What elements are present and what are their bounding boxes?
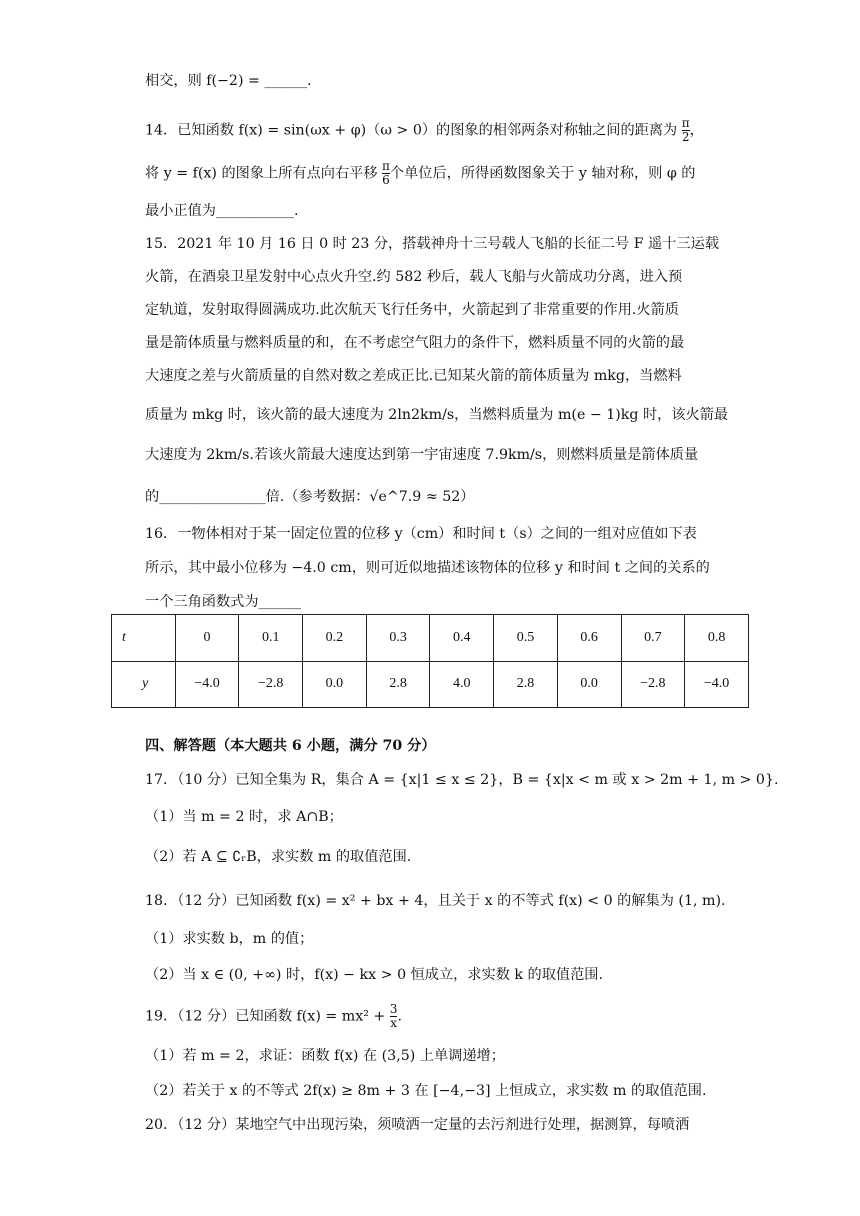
q19-part-2: （2）若关于 x 的不等式 2f(x) ≥ 8m + 3 在 [−4,−3] 上恒成立，求实数 m 的取值范围. (145, 1083, 707, 1099)
q17-line-1: 17．（10 分）已知全集为 R，集合 A = {x|1 ≤ x ≤ 2}，B = {x|x < m 或 x > 2m + 1, m > 0}. (145, 772, 779, 788)
q16-line-2: 所示，其中最小位移为 −4.0 cm，则可近似地描述该物体的位移 y 和时间 t 之间的关系的 (145, 560, 710, 576)
q18-part-1: （1）求实数 b，m 的值； (145, 931, 314, 947)
table-row-y (112, 661, 749, 708)
table-cell: 0.0 (303, 661, 367, 708)
q15-line-8: 的_______________倍.（参考数据：√e^7.9 ≈ 52） (145, 489, 475, 505)
table-cell: 0.1 (239, 615, 303, 662)
table-cell: 0.4 (430, 615, 494, 662)
q15-line-1: 15．2021 年 10 月 16 日 0 时 23 分，搭载神舟十三号载人飞船的长征二号 F 遥十三运载 (145, 236, 720, 252)
q17-part-2: （2）若 A ⊆ ∁ᵣB，求实数 m 的取值范围. (145, 849, 412, 865)
table-row-header: y (112, 661, 176, 708)
q17-part-1: （1）当 m = 2 时，求 A∩B； (145, 809, 343, 825)
table-cell: 0.7 (621, 615, 685, 662)
table-cell: −2.8 (621, 661, 685, 708)
q15-line-4: 量是箭体质量与燃料质量的和，在不考虑空气阻力的条件下，燃料质量不同的火箭的最 (145, 335, 685, 351)
q15-line-7: 大速度为 2km/s.若该火箭最大速度达到第一宇宙速度 7.9km/s，则燃料质量是箭体质量 (145, 447, 699, 463)
q13-tail: 相交，则 f(−2) = ______. (145, 73, 312, 89)
table-row-t (112, 615, 749, 662)
q15-line-3: 定轨道，发射取得圆满成功.此次航天飞行任务中，火箭起到了非常重要的作用.火箭质 (145, 302, 679, 318)
q14-line-3: 最小正值为___________. (145, 203, 299, 219)
table-cell: −2.8 (239, 661, 303, 708)
q16-line-3: 一个三角函数式为______ (145, 594, 302, 610)
table-row-header: t (112, 615, 176, 662)
table-cell: 2.8 (494, 661, 558, 708)
q19-fraction-3-over-x: $\frac{3}{x}$ (389, 1002, 398, 1030)
q15-line-6: 质量为 mkg 时，该火箭的最大速度为 2ln2km/s，当燃料质量为 m(e − 1)kg 时，该火箭最 (145, 407, 729, 423)
q14-text-1: 14．已知函数 f(x) = sin(ωx + φ)（ω > 0）的图象的相邻两条对称轴之间的距离为 (145, 122, 678, 139)
table-cell: 0.0 (557, 661, 621, 708)
table-cell: 0.5 (494, 615, 558, 662)
table-cell: 0.3 (366, 615, 430, 662)
table-cell: −4.0 (685, 661, 749, 708)
table-cell: 0.8 (685, 615, 749, 662)
table-cell: 4.0 (430, 661, 494, 708)
q20-line-1: 20．（12 分）某地空气中出现污染，须喷洒一定量的去污剂进行处理，据测算，每喷洒 (145, 1117, 690, 1133)
q19-line-1: 19．（12 分）已知函数 f(x) = mx² + $\frac{3}{x}$ . (145, 1002, 402, 1030)
table-cell: 0.6 (557, 615, 621, 662)
displacement-table (111, 614, 749, 708)
table-cell: 0 (175, 615, 239, 662)
section-heading: 四、解答题（本大题共 6 小题，满分 70 分） (145, 738, 436, 754)
table-cell: 0.2 (303, 615, 367, 662)
q15-line-2: 火箭，在酒泉卫星发射中心点火升空.约 582 秒后，载人飞船与火箭成功分离，进入预 (145, 269, 683, 285)
q14-fraction-pi-over-6: $\frac{\pi}{6}$ (382, 159, 390, 187)
q14-fraction-pi-over-2: $\frac{\pi}{2}$ (681, 116, 690, 144)
table-cell: −4.0 (175, 661, 239, 708)
q18-part-2: （2）当 x ∈ (0, +∞) 时，f(x) − kx > 0 恒成立，求实数 k 的取值范围. (145, 967, 603, 983)
q16-line-1: 16．一物体相对于某一固定位置的位移 y（cm）和时间 t（s）之间的一组对应值如下表 (145, 526, 697, 542)
q14-line-1: 14．已知函数 f(x) = sin(ωx + φ)（ω > 0）的图象的相邻两条对称轴之间的距离为 $\frac{\pi}{2}$ ， (145, 116, 704, 144)
table-cell: 2.8 (366, 661, 430, 708)
q14-line-2: 将 y = f(x) 的图象上所有点向右平移 $\frac{\pi}{6}$ 个单位后，所得函数图象关于 y 轴对称，则 φ 的 (145, 159, 696, 187)
q15-line-5: 大速度之差与火箭质量的自然对数之差成正比.已知某火箭的箭体质量为 mkg，当燃料 (145, 368, 682, 384)
q18-line-1: 18．（12 分）已知函数 f(x) = x² + bx + 4，且关于 x 的不等式 f(x) < 0 的解集为 (1, m). (145, 893, 726, 909)
q19-part-1: （1）若 m = 2，求证：函数 f(x) 在 (3,5) 上单调递增； (145, 1048, 505, 1064)
